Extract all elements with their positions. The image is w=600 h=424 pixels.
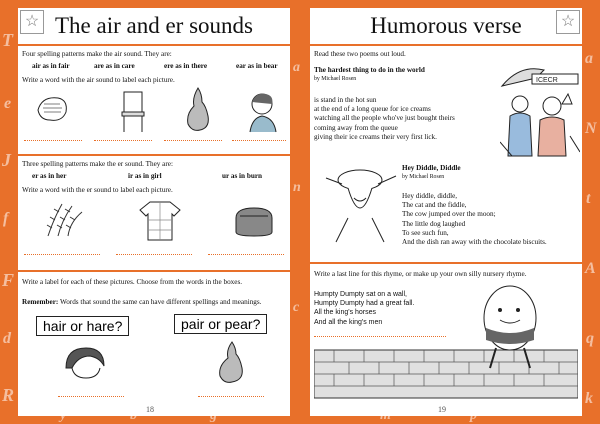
rhyme-line: Humpty Dumpty sat on a wall, bbox=[314, 291, 407, 298]
bg-letter: T bbox=[2, 30, 13, 50]
star-icon: ☆ bbox=[20, 10, 44, 34]
page-number: 18 bbox=[146, 405, 154, 414]
poem2-lines bbox=[402, 192, 547, 247]
poem1-title: The hardest thing to do in the world bbox=[314, 66, 425, 74]
answer-line[interactable] bbox=[198, 396, 264, 397]
er-section bbox=[18, 154, 290, 156]
answer-line[interactable] bbox=[232, 140, 286, 141]
rhyme-section bbox=[310, 262, 582, 264]
poem-line: coming away from the queue bbox=[314, 123, 398, 132]
rhyme-task: Write a last line for this rhyme, or make up your own silly nursery rhyme. bbox=[314, 270, 527, 278]
poem2-title: Hey Diddle, Diddle bbox=[402, 164, 461, 172]
er-pattern: ir as in girl bbox=[128, 172, 162, 180]
star-icon: ☆ bbox=[556, 10, 580, 34]
air-pattern: are as in care bbox=[94, 62, 135, 70]
hair-picture bbox=[60, 342, 110, 382]
humpty-dumpty-picture bbox=[314, 284, 578, 404]
bg-letter: n bbox=[293, 180, 301, 195]
right-page-title: Humorous verse bbox=[370, 13, 522, 38]
answer-line[interactable] bbox=[116, 254, 192, 255]
poem1-author: by Michael Rosen bbox=[314, 76, 357, 82]
fern-picture bbox=[40, 200, 86, 240]
bg-letter: k bbox=[585, 390, 593, 407]
bg-letter: F bbox=[2, 270, 15, 290]
hair-brush-picture bbox=[32, 90, 72, 134]
cat-fiddle-picture bbox=[318, 158, 402, 246]
answer-line[interactable] bbox=[94, 140, 152, 141]
poem-line: And the dish ran away with the chocolate biscuits. bbox=[402, 238, 547, 247]
left-page-title: The air and er sounds bbox=[55, 13, 253, 38]
bg-letter: N bbox=[585, 120, 597, 137]
poem-line: The cat and the fiddle, bbox=[402, 201, 467, 210]
bg-letter: c bbox=[293, 300, 300, 315]
poem-line: is stand in the hot sun bbox=[314, 96, 377, 104]
answer-line[interactable] bbox=[24, 140, 82, 141]
bg-letter: J bbox=[2, 150, 11, 170]
page-number: 19 bbox=[438, 405, 446, 414]
answer-line[interactable] bbox=[24, 254, 100, 255]
right-page bbox=[310, 8, 582, 416]
poem-line: watching all the people who've just bought theirs bbox=[314, 114, 455, 123]
poem-line: giving their ice creams their very first lick. bbox=[314, 132, 437, 141]
answer-line[interactable] bbox=[164, 140, 222, 141]
bg-letter: a bbox=[585, 50, 593, 67]
bg-letter: R bbox=[2, 385, 15, 405]
bg-letter: a bbox=[293, 60, 300, 75]
poem-line: The little dog laughed bbox=[402, 219, 466, 228]
er-instruction: Write a word with the er sound to label each picture. bbox=[22, 186, 173, 194]
remember-label: Remember: bbox=[22, 298, 59, 306]
pear-picture-2 bbox=[214, 338, 248, 384]
bg-letter: e bbox=[4, 95, 12, 112]
air-pattern: air as in fair bbox=[32, 62, 70, 70]
rhyme-line: All the king's horses bbox=[314, 309, 377, 317]
answer-line[interactable] bbox=[208, 254, 284, 255]
left-page bbox=[18, 8, 290, 416]
er-pattern: er as in her bbox=[32, 172, 67, 180]
poem2-author: by Michael Rosen bbox=[402, 174, 445, 180]
pear-picture bbox=[182, 84, 214, 134]
remember-text: Words that sound the same can have different spellings and meanings. bbox=[60, 298, 262, 306]
bg-letter: t bbox=[586, 190, 591, 207]
poem-line: To see such fun, bbox=[402, 228, 449, 237]
ice-cream-queue-picture bbox=[500, 56, 580, 160]
pair-pear-box: pair or pear? bbox=[174, 314, 267, 334]
poem-line: Hey diddle, diddle, bbox=[402, 192, 458, 200]
air-intro: Four spelling patterns make the air sound. They are: bbox=[22, 50, 172, 58]
poems-section bbox=[310, 44, 582, 46]
bg-letter: q bbox=[586, 330, 594, 347]
air-section bbox=[18, 44, 290, 46]
er-intro: Three spelling patterns make the er sound. They are: bbox=[22, 160, 173, 168]
er-pattern: ur as in burn bbox=[222, 172, 263, 180]
homophone-section bbox=[18, 270, 290, 272]
ice-cream-sign-text: ICECR bbox=[536, 77, 558, 84]
boy-scratching-hair-picture bbox=[244, 88, 280, 134]
bg-letter: d bbox=[3, 330, 11, 347]
rhyme-line: Humpty Dumpty had a great fall. bbox=[314, 300, 415, 308]
bg-letter: f bbox=[3, 210, 9, 227]
air-pattern: ere as in there bbox=[164, 62, 208, 70]
answer-line[interactable] bbox=[58, 396, 124, 397]
air-instruction: Write a word with the air sound to label each picture. bbox=[22, 76, 175, 84]
poems-intro: Read these two poems out loud. bbox=[314, 50, 406, 58]
bg-letter: A bbox=[585, 260, 596, 277]
homophone-instruction: Write a label for each of these pictures. Choose from the words in the boxes. bbox=[22, 278, 243, 286]
air-pattern: ear as in bear bbox=[236, 62, 278, 70]
shirt-picture bbox=[138, 198, 182, 242]
poem-line: at the end of a long queue for ice creams bbox=[314, 105, 431, 114]
hair-hare-box: hair or hare? bbox=[36, 316, 129, 336]
purse-picture bbox=[232, 204, 276, 238]
chair-picture bbox=[118, 88, 148, 134]
poem1-lines bbox=[314, 96, 455, 142]
poem-line: The cow jumped over the moon; bbox=[402, 210, 496, 219]
rhyme-line: And all the king's men bbox=[314, 318, 383, 326]
